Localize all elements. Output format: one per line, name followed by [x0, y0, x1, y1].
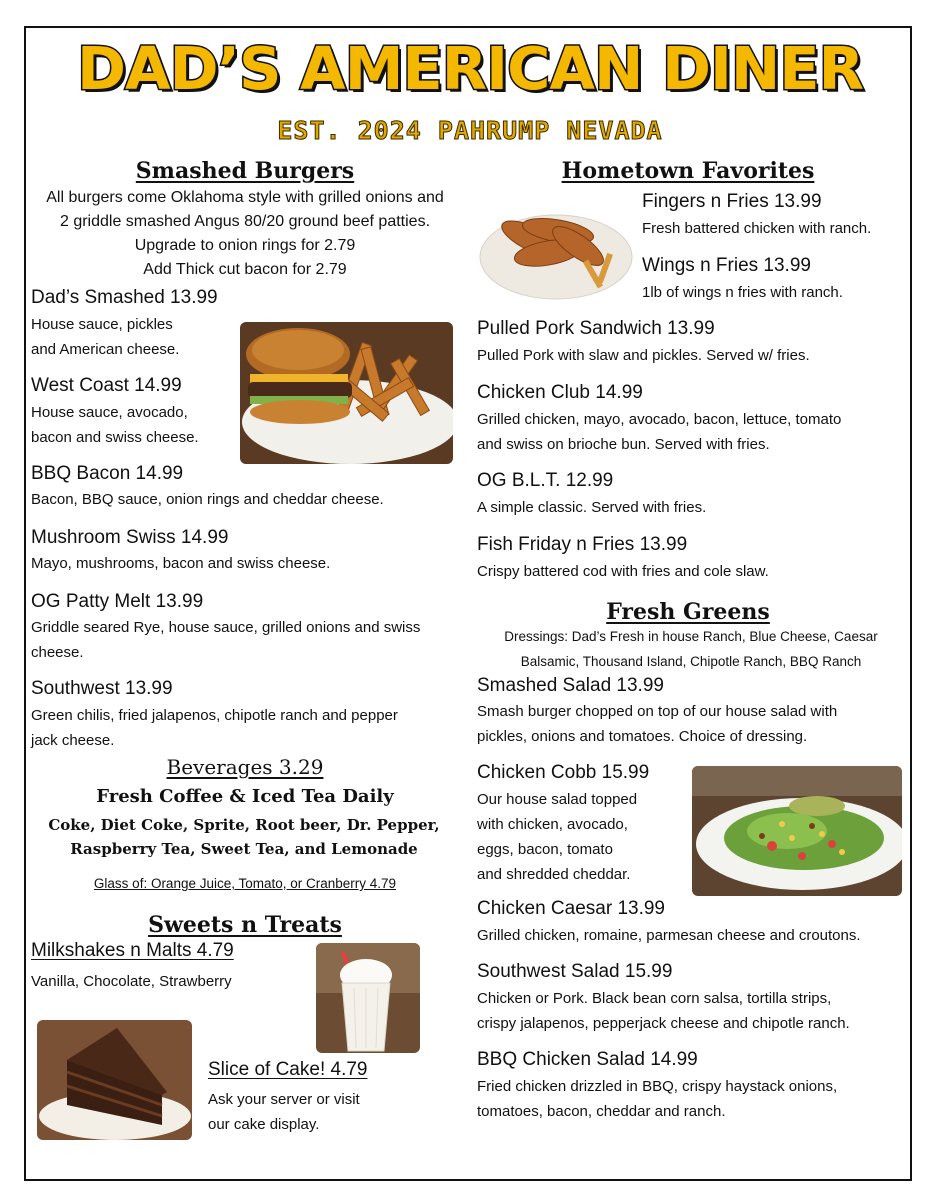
item-desc — [477, 1074, 907, 1124]
established-subtitle: EST. 2024 PAHRUMP NEVADA — [277, 116, 663, 145]
desc-line: Our house salad topped — [477, 791, 638, 808]
desc-line: House sauce, pickles — [31, 316, 173, 333]
coffee-tea-line: Fresh Coffee & Iced Tea Daily — [96, 786, 394, 807]
burger-note-line: 2 griddle smashed Angus 80/20 ground beef patties. — [59, 213, 431, 230]
chicken-tenders-photo — [478, 191, 634, 303]
item-desc: Vanilla, Chocolate, Strawberry — [31, 973, 232, 990]
desc-line: Griddle seared Rye, house sauce, grilled onions and swiss — [31, 619, 421, 636]
desc-line: and swiss on brioche bun. Served with fries. — [477, 436, 770, 453]
desc-line: Chicken or Pork. Black bean corn salsa, tortilla strips, — [477, 990, 832, 1007]
item-og-patty-melt: OG Patty Melt 13.99 — [31, 591, 204, 612]
item-bbq-bacon: BBQ Bacon 14.99 — [31, 463, 184, 484]
sodas-line: Coke, Diet Coke, Sprite, Root beer, Dr. Pepper, — [48, 816, 440, 834]
desc-line: Fried chicken drizzled in BBQ, crispy haystack onions, — [477, 1078, 838, 1095]
item-fingers-fries: Fingers n Fries 13.99 — [642, 191, 822, 212]
dressings-line: Dressings: Dad’s Fresh in house Ranch, Blue Cheese, Caesar — [504, 629, 878, 644]
desc-line: and shredded cheddar. — [477, 866, 631, 883]
item-desc: Mayo, mushrooms, bacon and swiss cheese. — [31, 555, 331, 572]
desc-line: Ask your server or visit — [208, 1091, 360, 1108]
item-west-coast: West Coast 14.99 — [31, 375, 182, 396]
desc-line: with chicken, avocado, — [477, 816, 628, 833]
desc-line: and American cheese. — [31, 341, 180, 358]
item-mushroom-swiss: Mushroom Swiss 14.99 — [31, 527, 229, 548]
item-dads-smashed: Dad’s Smashed 13.99 — [31, 287, 218, 308]
item-og-blt: OG B.L.T. 12.99 — [477, 470, 614, 491]
bacon-upgrade: Add Thick cut bacon for 2.79 — [143, 261, 347, 278]
dressings-note — [474, 624, 908, 674]
item-desc: Bacon, BBQ sauce, onion rings and cheddar cheese. — [31, 491, 384, 508]
item-wings-fries: Wings n Fries 13.99 — [642, 255, 811, 276]
item-desc — [477, 787, 637, 887]
desc-line: tomatoes, bacon, cheddar and ranch. — [477, 1103, 726, 1120]
burger-note — [30, 186, 460, 282]
item-desc — [31, 400, 199, 450]
desc-line: eggs, bacon, tomato — [477, 841, 613, 858]
item-desc — [477, 986, 907, 1036]
item-fish-friday: Fish Friday n Fries 13.99 — [477, 534, 688, 555]
item-desc: Pulled Pork with slaw and pickles. Served w/ fries. — [477, 347, 810, 364]
juice-line: Glass of: Orange Juice, Tomato, or Cranberry 4.79 — [93, 876, 397, 891]
section-hometown-favorites: Hometown Favorites — [561, 158, 815, 184]
item-chicken-club: Chicken Club 14.99 — [477, 382, 643, 403]
item-slice-of-cake: Slice of Cake! 4.79 — [208, 1059, 368, 1080]
desc-line: cheese. — [31, 644, 84, 661]
item-desc: Fresh battered chicken with ranch. — [642, 220, 872, 237]
milkshake-photo — [316, 943, 420, 1053]
item-southwest: Southwest 13.99 — [31, 678, 173, 699]
item-desc: Grilled chicken, romaine, parmesan cheese and croutons. — [477, 927, 861, 944]
section-sweets-treats: Sweets n Treats — [148, 912, 342, 938]
desc-line: bacon and swiss cheese. — [31, 429, 199, 446]
restaurant-title: DAD’S AMERICAN DINER — [76, 34, 864, 103]
section-smashed-burgers: Smashed Burgers — [135, 158, 355, 184]
dressings-line: Balsamic, Thousand Island, Chipotle Ranch, BBQ Ranch — [520, 654, 862, 669]
item-desc — [31, 615, 451, 665]
burger-note-line: All burgers come Oklahoma style with grilled onions and — [46, 189, 444, 206]
desc-line: Grilled chicken, mayo, avocado, bacon, lettuce, tomato — [477, 411, 842, 428]
item-pulled-pork: Pulled Pork Sandwich 13.99 — [477, 318, 715, 339]
item-chicken-caesar: Chicken Caesar 13.99 — [477, 898, 665, 919]
item-milkshakes: Milkshakes n Malts 4.79 — [31, 940, 234, 961]
section-beverages: Beverages 3.29 — [166, 755, 324, 779]
cobb-salad-photo — [692, 766, 902, 896]
item-desc — [477, 699, 907, 749]
item-smashed-salad: Smashed Salad 13.99 — [477, 675, 664, 696]
item-bbq-chicken-salad: BBQ Chicken Salad 14.99 — [477, 1049, 698, 1070]
burger-fries-photo — [240, 322, 453, 464]
item-desc: Crispy battered cod with fries and cole slaw. — [477, 563, 769, 580]
desc-line: jack cheese. — [31, 732, 115, 749]
desc-line: crispy jalapenos, pepperjack cheese and chipotle ranch. — [477, 1015, 850, 1032]
desc-line: Green chilis, fried jalapenos, chipotle ranch and pepper — [31, 707, 398, 724]
desc-line: House sauce, avocado, — [31, 404, 188, 421]
item-desc — [208, 1087, 360, 1137]
desc-line: Smash burger chopped on top of our house salad with — [477, 703, 838, 720]
desc-line: pickles, onions and tomatoes. Choice of dressing. — [477, 728, 808, 745]
item-desc — [31, 312, 179, 362]
item-desc: 1lb of wings n fries with ranch. — [642, 284, 843, 301]
teas-line: Raspberry Tea, Sweet Tea, and Lemonade — [70, 840, 418, 858]
onion-rings-upgrade: Upgrade to onion rings for 2.79 — [134, 237, 356, 254]
item-southwest-salad: Southwest Salad 15.99 — [477, 961, 673, 982]
desc-line: our cake display. — [208, 1116, 320, 1133]
chocolate-cake-photo — [37, 1020, 192, 1140]
item-chicken-cobb: Chicken Cobb 15.99 — [477, 762, 650, 783]
section-fresh-greens: Fresh Greens — [606, 599, 770, 625]
item-desc — [477, 407, 907, 457]
item-desc — [31, 703, 451, 753]
item-desc: A simple classic. Served with fries. — [477, 499, 707, 516]
